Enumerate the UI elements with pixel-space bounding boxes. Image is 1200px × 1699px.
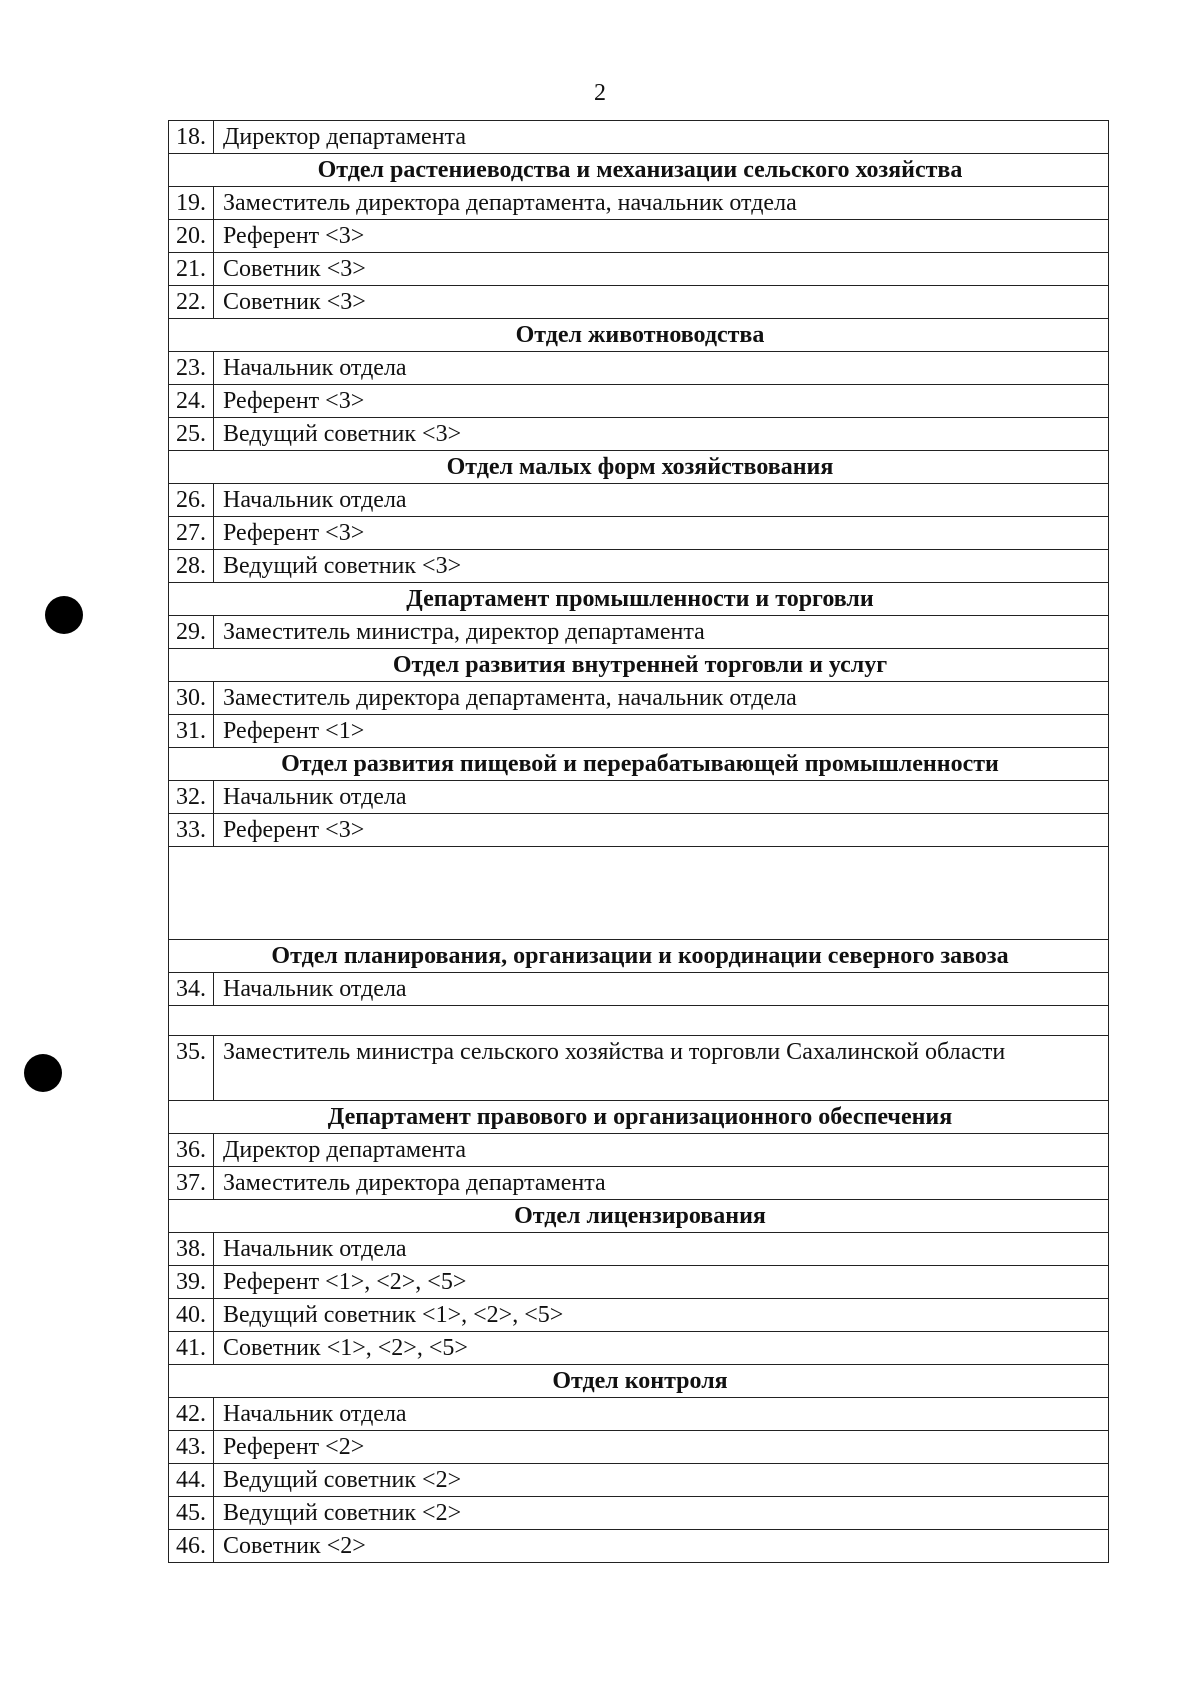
table-row (169, 286, 1109, 319)
row-number: 42. (169, 1398, 214, 1431)
position-title: Заместитель директора департамента, начальник отдела (214, 187, 1109, 220)
position-title: Советник <2> (214, 1530, 1109, 1563)
section-heading-row (169, 649, 1109, 682)
row-number: 27. (169, 517, 214, 550)
table-row (169, 187, 1109, 220)
section-heading: Отдел развития пищевой и перерабатывающей промышленности (169, 748, 1109, 781)
section-heading-row (169, 154, 1109, 187)
positions-table (168, 120, 1109, 1563)
table-row (169, 1167, 1109, 1200)
table-row (169, 616, 1109, 649)
table-row (169, 253, 1109, 286)
section-heading: Департамент промышленности и торговли (169, 583, 1109, 616)
row-number: 38. (169, 1233, 214, 1266)
row-number: 40. (169, 1299, 214, 1332)
row-number: 35. (169, 1036, 214, 1101)
position-title: Заместитель директора департамента, начальник отдела (214, 682, 1109, 715)
table-row (169, 121, 1109, 154)
row-number: 30. (169, 682, 214, 715)
position-title: Заместитель министра сельского хозяйства и торговли Сахалинской области (214, 1036, 1109, 1101)
position-title: Советник <3> (214, 253, 1109, 286)
section-heading-row (169, 1200, 1109, 1233)
row-number: 39. (169, 1266, 214, 1299)
section-heading: Отдел планирования, организации и координации северного завоза (169, 940, 1109, 973)
section-heading: Департамент правового и организационного обеспечения (169, 1101, 1109, 1134)
blank-cell (169, 847, 1109, 940)
positions-table-body (169, 121, 1109, 1563)
position-title: Начальник отдела (214, 484, 1109, 517)
row-number: 41. (169, 1332, 214, 1365)
row-number: 25. (169, 418, 214, 451)
table-row (169, 517, 1109, 550)
position-title: Советник <1>, <2>, <5> (214, 1332, 1109, 1365)
section-heading-row (169, 319, 1109, 352)
table-row (169, 1464, 1109, 1497)
row-number: 29. (169, 616, 214, 649)
table-row (169, 1299, 1109, 1332)
position-title: Референт <2> (214, 1431, 1109, 1464)
position-title: Референт <3> (214, 385, 1109, 418)
table-row (169, 352, 1109, 385)
section-heading: Отдел развития внутренней торговли и услуг (169, 649, 1109, 682)
section-heading-row (169, 940, 1109, 973)
row-number: 22. (169, 286, 214, 319)
row-number: 24. (169, 385, 214, 418)
section-heading: Отдел животноводства (169, 319, 1109, 352)
position-title: Референт <1> (214, 715, 1109, 748)
table-row (169, 715, 1109, 748)
table-row (169, 484, 1109, 517)
position-title: Директор департамента (214, 1134, 1109, 1167)
section-heading: Отдел малых форм хозяйствования (169, 451, 1109, 484)
punch-hole-mark (24, 1054, 62, 1092)
table-row (169, 1332, 1109, 1365)
section-heading: Отдел растениеводства и механизации сельского хозяйства (169, 154, 1109, 187)
row-number: 45. (169, 1497, 214, 1530)
section-heading: Отдел контроля (169, 1365, 1109, 1398)
row-number: 37. (169, 1167, 214, 1200)
section-heading-row (169, 748, 1109, 781)
table-row (169, 1266, 1109, 1299)
position-title: Директор департамента (214, 121, 1109, 154)
position-title: Ведущий советник <3> (214, 418, 1109, 451)
table-row (169, 220, 1109, 253)
table-row (169, 418, 1109, 451)
table-row (169, 781, 1109, 814)
table-row (169, 1134, 1109, 1167)
position-title: Референт <1>, <2>, <5> (214, 1266, 1109, 1299)
position-title: Ведущий советник <2> (214, 1497, 1109, 1530)
position-title: Заместитель министра, директор департамента (214, 616, 1109, 649)
row-number: 32. (169, 781, 214, 814)
table-row (169, 973, 1109, 1006)
position-title: Ведущий советник <2> (214, 1464, 1109, 1497)
position-title: Начальник отдела (214, 352, 1109, 385)
section-heading-row (169, 1101, 1109, 1134)
row-number: 34. (169, 973, 214, 1006)
position-title: Заместитель директора департамента (214, 1167, 1109, 1200)
row-number: 36. (169, 1134, 214, 1167)
table-row (169, 1530, 1109, 1563)
table-row (169, 550, 1109, 583)
position-title: Референт <3> (214, 220, 1109, 253)
row-number: 18. (169, 121, 214, 154)
row-number: 28. (169, 550, 214, 583)
row-number: 26. (169, 484, 214, 517)
row-number: 21. (169, 253, 214, 286)
table-row (169, 1497, 1109, 1530)
row-number: 33. (169, 814, 214, 847)
row-number: 46. (169, 1530, 214, 1563)
section-heading-row (169, 583, 1109, 616)
table-row (169, 814, 1109, 847)
row-number: 20. (169, 220, 214, 253)
punch-hole-mark (45, 596, 83, 634)
blank-row (169, 1006, 1109, 1036)
page-number: 2 (594, 80, 606, 106)
row-number: 44. (169, 1464, 214, 1497)
section-heading: Отдел лицензирования (169, 1200, 1109, 1233)
table-row (169, 1036, 1109, 1101)
position-title: Начальник отдела (214, 1398, 1109, 1431)
position-title: Советник <3> (214, 286, 1109, 319)
row-number: 23. (169, 352, 214, 385)
position-title: Начальник отдела (214, 781, 1109, 814)
table-row (169, 1398, 1109, 1431)
table-row (169, 1431, 1109, 1464)
blank-row (169, 847, 1109, 940)
section-heading-row (169, 451, 1109, 484)
row-number: 19. (169, 187, 214, 220)
position-title: Референт <3> (214, 814, 1109, 847)
table-row (169, 385, 1109, 418)
position-title: Начальник отдела (214, 973, 1109, 1006)
row-number: 43. (169, 1431, 214, 1464)
position-title: Ведущий советник <3> (214, 550, 1109, 583)
table-row (169, 682, 1109, 715)
section-heading-row (169, 1365, 1109, 1398)
position-title: Начальник отдела (214, 1233, 1109, 1266)
row-number: 31. (169, 715, 214, 748)
table-row (169, 1233, 1109, 1266)
position-title: Референт <3> (214, 517, 1109, 550)
blank-cell (169, 1006, 1109, 1036)
position-title: Ведущий советник <1>, <2>, <5> (214, 1299, 1109, 1332)
